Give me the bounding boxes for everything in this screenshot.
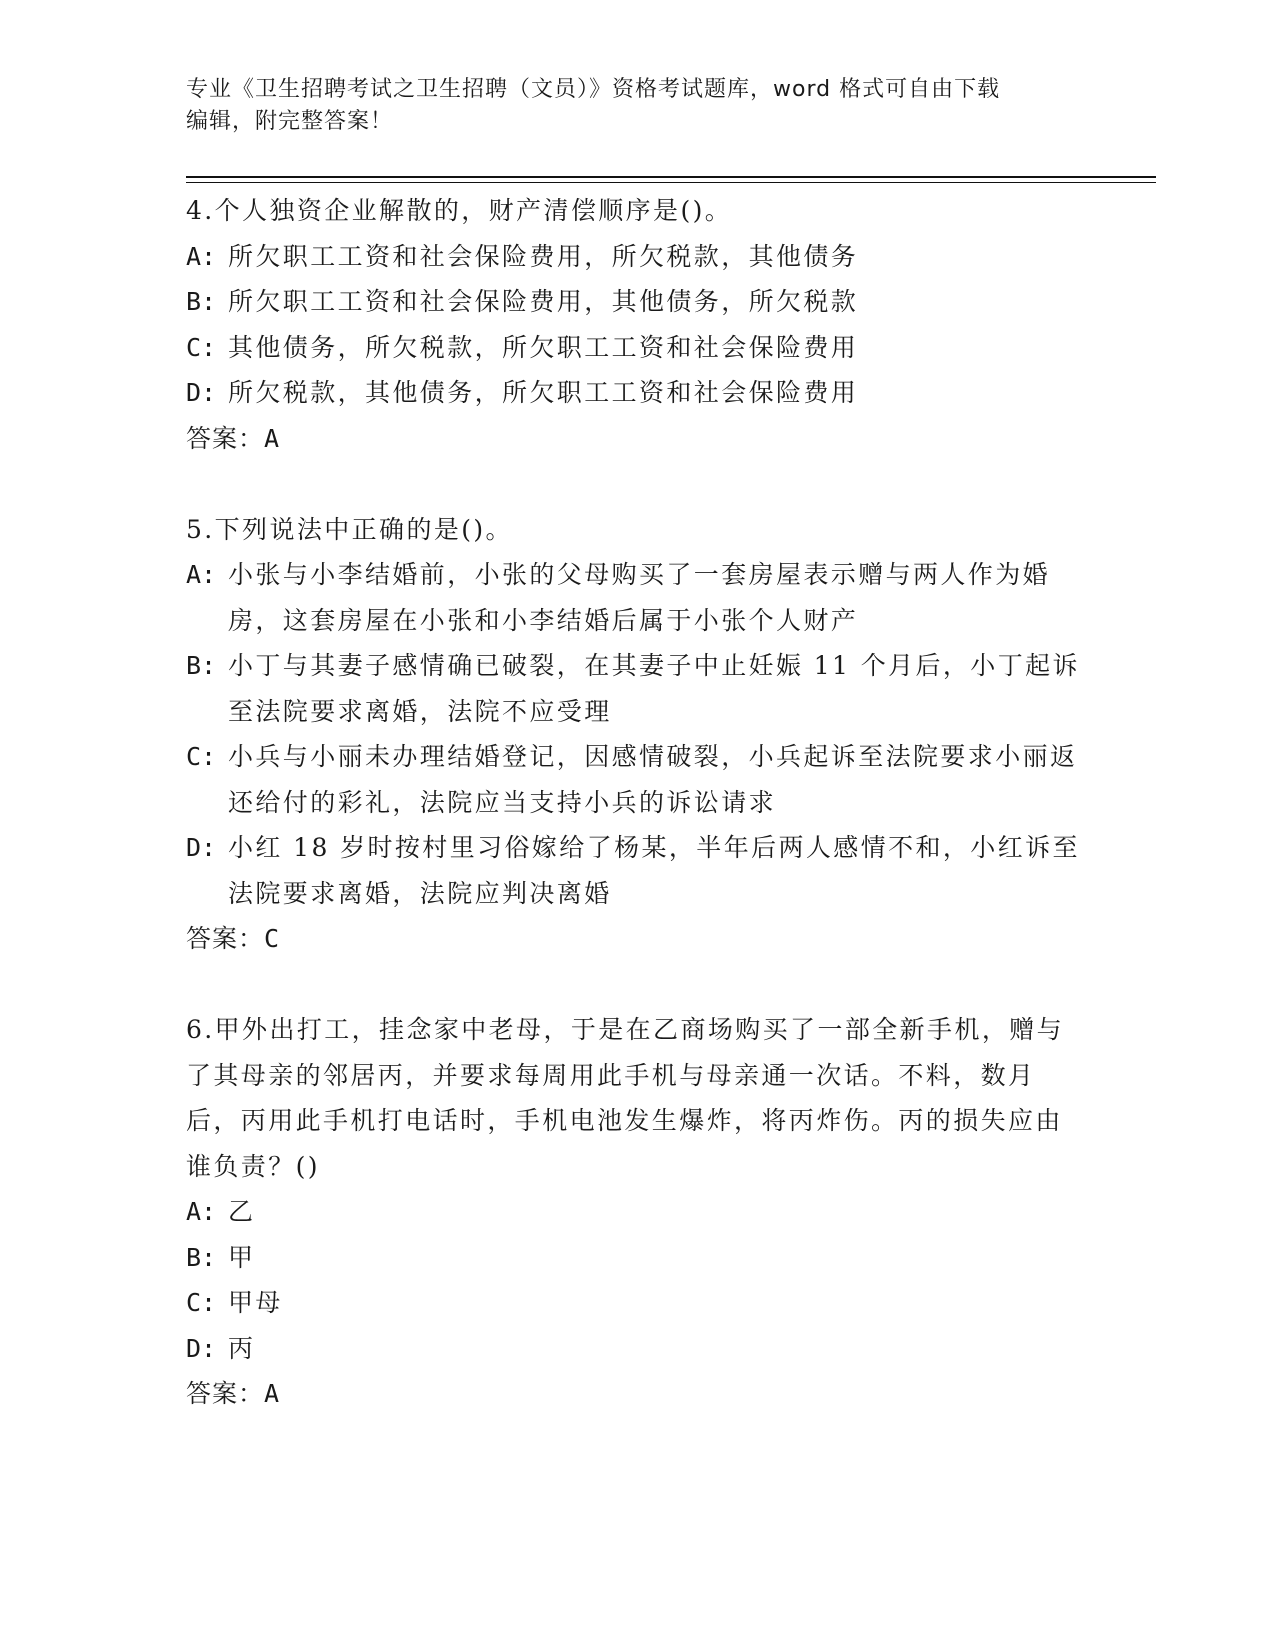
option-c xyxy=(186,325,1086,371)
option-text: 所欠职工工资和社会保险费用，其他债务，所欠税款 xyxy=(228,287,859,316)
option-text: 甲 xyxy=(228,1242,256,1272)
header-divider-thin xyxy=(186,182,1156,183)
option-text: 小丁与其妻子感情确已破裂，在其妻子中止妊娠 11 个月后，小丁起诉至法院要求离婚，法院不应受理 xyxy=(228,651,1080,726)
option-text: 所欠职工工资和社会保险费用，所欠税款，其他债务 xyxy=(228,241,859,271)
option-text: 丙 xyxy=(228,1333,256,1363)
option-key: D: xyxy=(186,833,217,862)
option-key: D: xyxy=(186,378,217,407)
header-line-1: 专业《卫生招聘考试之卫生招聘（文员）》资格考试题库，word 格式可自由下载 xyxy=(186,77,1001,102)
answer-line xyxy=(186,416,1086,462)
question-stem: 5.下列说法中正确的是()。 xyxy=(186,514,513,544)
option-d xyxy=(186,825,1086,916)
option-key: D: xyxy=(186,1333,217,1363)
option-key: B: xyxy=(186,651,217,680)
question-list xyxy=(186,188,1086,1417)
option-text: 所欠税款，其他债务，所欠职工工资和社会保险费用 xyxy=(228,378,859,407)
option-text: 小兵与小丽未办理结婚登记，因感情破裂，小兵起诉至法院要求小丽返还给付的彩礼，法院应当支持小兵的诉讼请求 xyxy=(228,742,1078,817)
option-b xyxy=(186,1235,1086,1281)
option-key: A: xyxy=(186,1197,217,1226)
question-stem: 6.甲外出打工，挂念家中老母，于是在乙商场购买了一部全新手机，赠与了其母亲的邻居丙，并要求每周用此手机与母亲通一次话。不料，数月后，丙用此手机打电话时，手机电池发生爆炸，将丙炸伤。丙的损失应由谁负责？() xyxy=(186,1015,1065,1181)
answer-label: 答案： xyxy=(186,1379,265,1408)
option-d xyxy=(186,370,1086,416)
option-text: 小张与小李结婚前，小张的父母购买了一套房屋表示赠与两人作为婚房，这套房屋在小张和小李结婚后属于小张个人财产 xyxy=(228,560,1051,635)
option-text: 甲母 xyxy=(228,1288,283,1317)
option-a xyxy=(186,552,1086,643)
option-text: 乙 xyxy=(228,1197,256,1226)
option-a xyxy=(186,1189,1086,1235)
answer-value: C xyxy=(264,924,281,953)
option-b xyxy=(186,279,1086,325)
header-line-2: 编辑，附完整答案！ xyxy=(186,109,394,134)
option-key: C: xyxy=(186,332,217,362)
answer-line xyxy=(186,916,1086,962)
option-b xyxy=(186,643,1086,734)
option-key: A: xyxy=(186,560,217,589)
option-key: C: xyxy=(186,1288,217,1317)
option-text: 小红 18 岁时按村里习俗嫁给了杨某，半年后两人感情不和，小红诉至法院要求离婚，法院应判决离婚 xyxy=(228,833,1080,908)
document-header xyxy=(186,74,1066,138)
answer-label: 答案： xyxy=(186,423,265,453)
spacer xyxy=(186,461,1086,507)
option-a xyxy=(186,234,1086,280)
question-stem: 4.个人独资企业解散的，财产清偿顺序是()。 xyxy=(186,196,733,225)
option-key: B: xyxy=(186,1242,217,1272)
option-key: C: xyxy=(186,742,217,771)
header-divider-thick xyxy=(186,176,1156,178)
answer-value: A xyxy=(264,423,281,453)
option-c xyxy=(186,1280,1086,1326)
option-d xyxy=(186,1326,1086,1372)
option-text: 其他债务，所欠税款，所欠职工工资和社会保险费用 xyxy=(228,332,859,362)
question-5 xyxy=(186,507,1086,962)
option-key: B: xyxy=(186,287,217,316)
option-c xyxy=(186,734,1086,825)
answer-line xyxy=(186,1371,1086,1417)
spacer xyxy=(186,962,1086,1008)
option-key: A: xyxy=(186,241,217,271)
question-4 xyxy=(186,188,1086,461)
answer-label: 答案： xyxy=(186,924,265,953)
answer-value: A xyxy=(264,1379,281,1408)
question-6 xyxy=(186,1007,1086,1417)
